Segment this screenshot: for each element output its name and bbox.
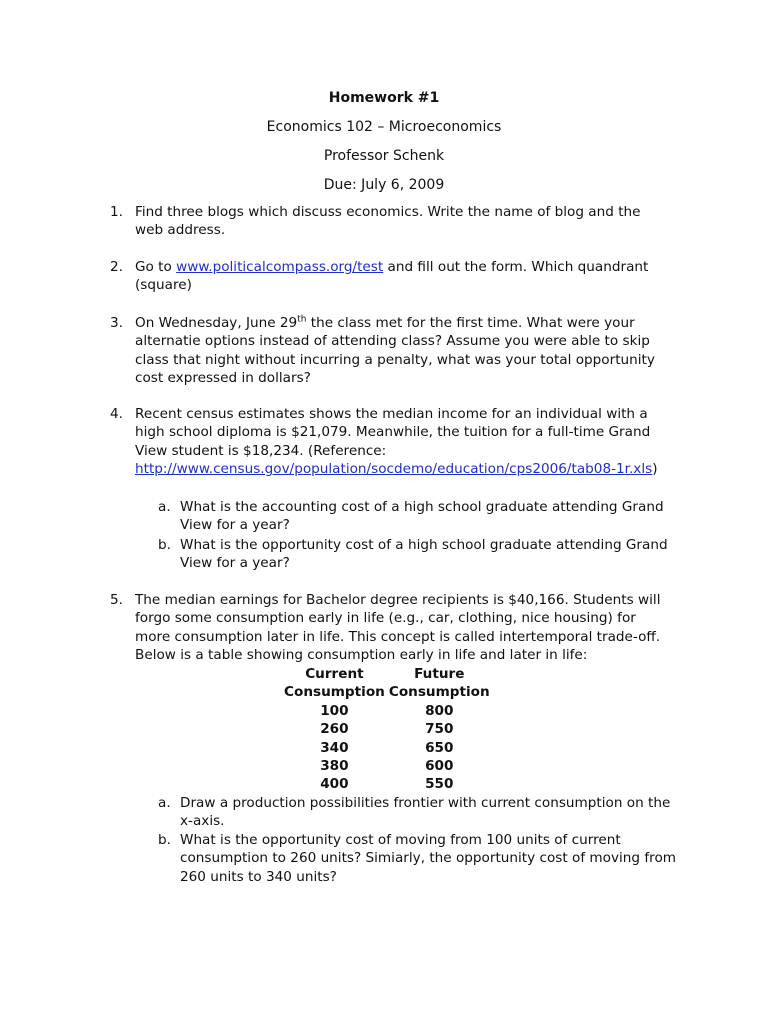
subquestion-letter: b. bbox=[158, 537, 171, 553]
subquestion-text: What is the opportunity cost of a high school graduate attending Grand View for a year? bbox=[180, 537, 668, 572]
column-header-current: Current bbox=[305, 666, 364, 682]
subquestion-letter: a. bbox=[158, 795, 171, 811]
table-cell: 400 bbox=[320, 776, 349, 793]
question-number: 4. bbox=[110, 406, 123, 422]
column-header-future: Future bbox=[414, 666, 465, 682]
question-5 bbox=[112, 591, 672, 665]
question-1 bbox=[112, 203, 672, 240]
table-row bbox=[282, 720, 492, 738]
table-row bbox=[282, 739, 492, 757]
page-title: Homework #1 bbox=[328, 90, 440, 106]
table-header-row bbox=[282, 665, 492, 683]
question-2 bbox=[112, 258, 672, 295]
question-text bbox=[135, 314, 672, 388]
table-cell: 600 bbox=[425, 758, 454, 775]
due-date: Due: July 6, 2009 bbox=[323, 177, 445, 193]
question-5b bbox=[158, 831, 682, 886]
column-header-future: Consumption bbox=[388, 684, 490, 701]
subquestion-text: What is the opportunity cost of moving from 100 units of current consumption to 260 units? Simiarly, the opportunity cost of moving from 260 units to 340 units? bbox=[180, 832, 677, 885]
question-5a bbox=[158, 794, 682, 831]
question-3 bbox=[112, 314, 672, 388]
subquestion-letter: a. bbox=[158, 499, 171, 515]
question-text: The median earnings for Bachelor degree recipients is $40,166. Students will forgo some consumption early in life (e.g., car, clothing, nice housing) for more consumption later in life. This concept is called intertemporal trade-off. Below is a table showing consumption early in life and later in life: bbox=[135, 592, 661, 664]
question-4a bbox=[158, 498, 682, 535]
political-compass-link[interactable]: www.politicalcompass.org/test bbox=[176, 259, 384, 275]
question-number: 3. bbox=[110, 315, 123, 331]
text-segment: ) bbox=[652, 461, 658, 478]
question-text bbox=[135, 405, 672, 479]
question-4b bbox=[158, 536, 682, 573]
text-segment: and fill out the form. Which quandrant (square) bbox=[135, 259, 649, 294]
table-cell: 800 bbox=[425, 702, 454, 719]
consumption-table bbox=[282, 665, 492, 794]
text-segment: Recent census estimates shows the median income for an individual with a high school diploma is $21,079. Meanwhile, the tuition for a full-time Grand View student is $18,234. (Reference: bbox=[135, 406, 651, 459]
subquestion-text: What is the accounting cost of a high school graduate attending Grand View for a year? bbox=[180, 499, 664, 534]
text-segment: On Wednesday, June 29 bbox=[135, 315, 298, 331]
table-cell: 380 bbox=[320, 758, 349, 775]
question-number: 1. bbox=[110, 204, 123, 220]
course-name: Economics 102 – Microeconomics bbox=[266, 119, 502, 135]
table-cell: 550 bbox=[425, 776, 454, 793]
table-row bbox=[282, 702, 492, 720]
table-cell: 100 bbox=[320, 702, 349, 719]
table-cell: 340 bbox=[320, 739, 349, 756]
table-row bbox=[282, 757, 492, 775]
subquestion-letter: b. bbox=[158, 832, 171, 848]
census-reference-link[interactable]: http://www.census.gov/population/socdemo/education/cps2006/tab08-1r.xls bbox=[135, 461, 653, 478]
text-segment: the class met for the first time. What were your alternatie options instead of attending class? Assume you were able to skip class that night without incurring a penalty, what was your total opportunity cost expressed in dollars? bbox=[135, 315, 655, 387]
question-text: Find three blogs which discuss economics. Write the name of blog and the web address. bbox=[135, 204, 641, 239]
table-cell: 260 bbox=[320, 721, 349, 738]
table-header-row bbox=[282, 683, 492, 701]
professor-name: Professor Schenk bbox=[323, 148, 445, 164]
column-header-current: Consumption bbox=[284, 684, 385, 701]
ordinal-suffix: th bbox=[297, 314, 307, 325]
question-4 bbox=[112, 405, 672, 479]
question-number: 5. bbox=[110, 592, 123, 608]
subquestion-text: Draw a production possibilities frontier with current consumption on the x-axis. bbox=[180, 795, 671, 830]
text-segment: Go to bbox=[135, 259, 177, 275]
question-text bbox=[135, 258, 672, 295]
table-cell: 750 bbox=[425, 721, 454, 738]
question-number: 2. bbox=[110, 259, 123, 275]
table-cell: 650 bbox=[425, 739, 454, 756]
table-row bbox=[282, 775, 492, 793]
